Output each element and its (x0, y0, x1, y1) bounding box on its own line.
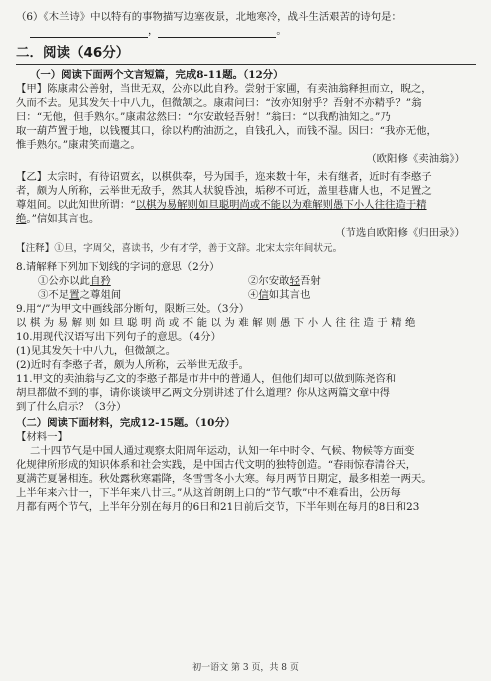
annotation-tag: 【注释】 (16, 243, 55, 254)
period: 。 (276, 25, 287, 37)
yi-tag: 【乙】 (16, 171, 48, 183)
yi-line: 者，颇为人所称，云举世无敌手，然其人状貌昏浊，垢秽不可近，盖里巷庸人也，不足置之 (16, 185, 432, 197)
yi-line: 。”信如其言也。 (26, 213, 100, 225)
q8-word: 自矜 (89, 275, 111, 287)
answer-blank-1[interactable] (30, 27, 148, 38)
jia-line: 曰：“无他，但手熟尔。”康肃忿然曰：“尔安敢轻吾射！”翁曰：“以我酌油知之。”乃 (16, 111, 391, 123)
question-6-text: （6）《木兰诗》中以特有的事物描写边塞夜景，北地寒冷，战斗生活艰苦的诗句是： (16, 11, 402, 23)
q8-word: 轻 (289, 275, 300, 287)
question-9-title: 9.用“/”为甲文中画线部分断句，限断三处。（3分） (16, 303, 250, 315)
q8-word: 信 (258, 289, 269, 301)
q8-item: ②尔安敢轻吾射 (248, 275, 321, 287)
q8-item: ④信如其言也 (248, 289, 311, 301)
q8-item: ③不足置之尊俎间 (38, 289, 122, 301)
underlined-sentence-end: 绝 (16, 213, 27, 225)
jia-line: 惟手熟尔。”康肃笑而遣之。 (16, 139, 141, 151)
q8-item: ①公亦以此自矜 (38, 275, 111, 287)
passage-jia (16, 82, 473, 166)
jia-line: 取一葫芦置于地，以钱覆其口，徐以杓酌油沥之，自钱孔入，而钱不湿。因曰：“我亦无他， (16, 125, 437, 137)
question-8-title: 8.请解释下列加下划线的字词的意思（2分） (16, 261, 220, 273)
question-9-sentence: 以 棋 为 易 解 则 如 旦 聪 明 尚 或 不 能 以 为 难 解 则 愚 下 小 人 往 往 造 于 精 绝 (16, 317, 416, 329)
jia-tag: 【甲】 (16, 83, 48, 95)
jia-line: 陈康肃公善射，当世无双，公亦以此自矜。尝射于家圃，有卖油翁释担而立，睨之， (47, 83, 432, 95)
question-10-title: 10.用现代汉语写出下列句子的意思。（4分） (16, 331, 221, 343)
question-8-items (16, 274, 473, 288)
material-line: 夏满芒夏暑相连。秋处露秋寒霜降，冬雪雪冬小大寒。每月两节日期定，最多相差一两天。 (16, 473, 432, 485)
annotation-text: ①旦，字周父，喜读书，少有才学，善于文辞。北宋太宗年间状元。 (54, 243, 343, 254)
part-1-title: （一）阅读下面两个文言短篇，完成8-11题。（12分） (30, 69, 284, 81)
yi-line: 以此知世所谓：“ (57, 199, 136, 211)
divider (16, 64, 476, 65)
question-10-item: (1)见其发矢十中八九，但微颔之。 (16, 345, 177, 357)
q8-word: 置 (69, 289, 80, 301)
question-11-line: 11.甲文的卖油翁与乙文的李憨子都是市井中的普通人，但他们却可以做到陈尧咨和 (16, 373, 397, 385)
section-2-title: 二．阅读（46分） (16, 45, 130, 61)
question-11-line: 胡旦都做不到的事，请你谈谈甲乙两文分别讲述了什么道理？你从这两篇文章中得 (16, 387, 391, 399)
material-line: 上半年来六廿一，下半年来八廿三。”从这首朗朗上口的“节气歌”中不难看出，公历每 (16, 487, 401, 499)
material-1-tag: 【材料一】 (16, 431, 68, 443)
comma: ， (148, 25, 159, 37)
page-footer: 初一语文 第 3 页，共 8 页 (192, 663, 299, 673)
annotation (16, 242, 473, 256)
question-10-item: (2)近时有李憨子者，颇为人所称，云举世无敌手。 (16, 359, 249, 371)
underlined-sentence: 以棋为易解则如旦聪明尚或不能以为难解则愚下小人往往造于精 (135, 199, 427, 211)
material-line: 化规律所形成的知识体系和社会实践，是中国古代文明的独特创造。“春雨惊春清谷天， (16, 459, 417, 471)
question-6 (16, 10, 473, 24)
jia-line: 久而不去。见其发矢十中八九，但微颔之。康肃问曰：“汝亦知射乎？吾射不亦精乎？”翁 (16, 97, 422, 109)
question-6-answer-line (16, 24, 473, 38)
yi-line: 太宗时，有待诏贾玄，以棋供奉，号为国手，迩来数十年，未有继者，近时有李憨子 (47, 171, 432, 183)
question-11-line: 到了什么启示？（3分） (16, 401, 127, 413)
jia-source: （欧阳修《卖油翁》） (366, 153, 465, 165)
part-2-title: （二）阅读下面材料，完成12-15题。（10分） (16, 417, 236, 429)
material-line: 二十四节气是中国人通过观察太阳周年运动，认知一年中时令、气候、物候等方面变 (30, 445, 415, 457)
answer-blank-2[interactable] (158, 27, 276, 38)
yi-source: （节选自欧阳修《归田录》） (335, 227, 465, 239)
yi-line: 尊俎间。 (16, 199, 58, 211)
passage-yi (16, 170, 473, 240)
material-line: 月都有两个节气，上半年分别在每月的6日和21日前后交节，下半年则在每月的8日和23 (16, 501, 420, 513)
question-8-items (16, 288, 473, 302)
